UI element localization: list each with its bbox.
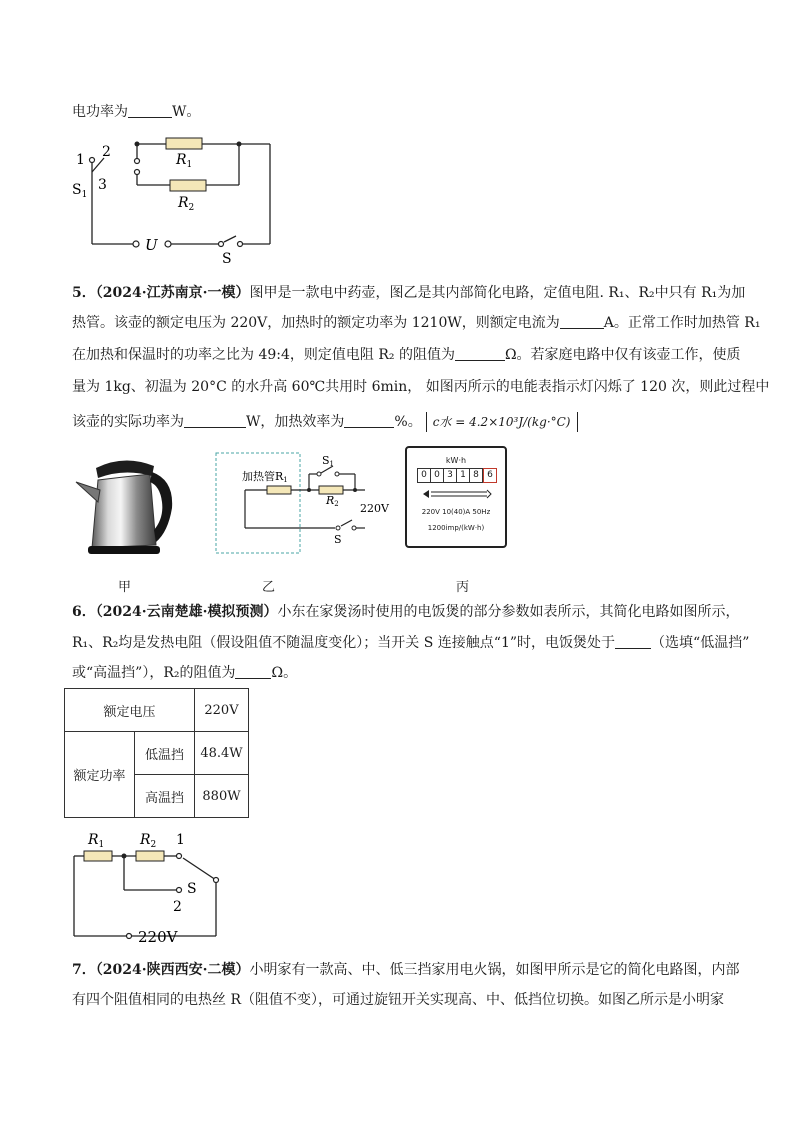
meter-spec-2: 1200imp/(kW·h) — [427, 524, 485, 532]
caption-yi: 乙 — [262, 580, 276, 595]
q7-line2 — [72, 990, 724, 1010]
answer-blank[interactable] — [560, 314, 604, 329]
answer-blank[interactable] — [184, 413, 246, 428]
switch-s1-label: $S_1$ — [72, 182, 88, 200]
q5-line5 — [72, 412, 578, 432]
q5-text: 该壶的实际功率为 — [72, 414, 184, 430]
meter-unit: kW·h — [445, 456, 467, 465]
meter-digit: 0 — [417, 468, 431, 483]
meter-digits — [417, 468, 497, 483]
caption-bing: 丙 — [456, 580, 470, 595]
high-mode-label: 高温挡 — [135, 775, 195, 818]
question-number: 5． — [72, 285, 96, 301]
question-source: （2024·陕西西安·二模） — [95, 962, 250, 978]
r2-label: R2 — [326, 494, 339, 508]
answer-blank[interactable] — [235, 664, 271, 679]
resistor-r2 — [136, 851, 164, 861]
voltage-u-label: U — [145, 236, 158, 254]
q6-text: 或“高温挡”），R₂的阻值为 — [72, 665, 236, 681]
resistor-r2 — [170, 180, 206, 191]
q6-text: R₁、R₂均是发热电阻（假设阻值不随温度变化）；当开关 S 连接触点“1”时，电饭煲处于 — [72, 635, 616, 651]
q5-text: 量为 1kg、初温为 20°C 的水升高 60℃共用时 6min， 如图丙所示的电能表指示灯闪烁了 120 次，则此过程中 — [72, 379, 770, 395]
contact-2-label: 2 — [173, 899, 182, 915]
q5-text: A。正常工作时加热管 R₁ — [603, 315, 761, 331]
q7-text: 有四个阻值相同的电热丝 R（阻值不变），可通过旋钮开关实现高、中、低挡位切换。如图乙所示是小明家 — [72, 992, 724, 1008]
r2-label: $R_2$ — [140, 832, 157, 850]
switch-s-label: S — [222, 251, 232, 267]
table-row — [65, 689, 249, 732]
rated-voltage-value: 220V — [195, 689, 249, 732]
q4-circuit-diagram — [70, 132, 285, 267]
q5-line3 — [72, 345, 741, 365]
q7-line1 — [72, 960, 739, 980]
caption-jia: 甲 — [118, 580, 132, 595]
resistor-r1 — [84, 851, 112, 861]
heater-r1 — [267, 486, 291, 494]
q6-line3 — [72, 663, 297, 683]
low-mode-label: 低温挡 — [135, 732, 195, 775]
r1-label: $R_1$ — [176, 152, 193, 170]
answer-blank[interactable] — [615, 634, 651, 649]
q5-line4 — [72, 377, 769, 397]
q6-text: 小东在家煲汤时使用的电饭煲的部分参数如表所示，其简化电路如图所示， — [277, 604, 740, 620]
kettle-image — [68, 450, 180, 560]
answer-blank[interactable] — [128, 103, 172, 118]
q6-text: （选填“低温挡” — [651, 635, 750, 651]
contact-2-label: 2 — [102, 144, 111, 160]
q5-text: Ω。若家庭电路中仅有该壶工作，使质 — [504, 347, 741, 363]
q7-text: 小明家有一款高、中、低三挡家用电火锅，如图甲所示是它的简化电路图，内部 — [249, 962, 740, 978]
q6-text: Ω。 — [271, 665, 298, 681]
heater-label: 加热管R1 — [242, 470, 288, 484]
high-mode-value: 880W — [195, 775, 249, 818]
voltage-label: 220V — [360, 502, 389, 515]
rated-voltage-label: 额定电压 — [65, 689, 195, 732]
specific-heat-formula: c水 = 4.2×10³J/(kg·°C) — [426, 412, 578, 432]
q5-text: 在加热和保温时的功率之比为 49:4，则定值电阻 R₂ 的阻值为 — [72, 347, 455, 363]
q5-line1 — [72, 283, 745, 303]
q5-text: %。 — [394, 414, 422, 430]
contact-1-label: 1 — [76, 152, 85, 168]
resistor-r2 — [319, 486, 343, 494]
q5-text: 图甲是一款电中药壶，图乙是其内部简化电路，定值电阻. R₁、R₂中只有 R₁为加 — [249, 285, 746, 301]
resistor-r1 — [166, 138, 202, 149]
table-row — [65, 732, 249, 775]
question-source: （2024·云南楚雄·模拟预测） — [95, 604, 278, 620]
q5-text: 热管。该壶的额定电压为 220V，加热时的额定功率为 1210W，则额定电流为 — [72, 315, 560, 331]
meter-digit: 3 — [444, 468, 457, 483]
q5-text: W，加热效率为 — [246, 414, 345, 430]
meter-digit: 6 — [483, 468, 497, 483]
contact-3-label: 3 — [98, 177, 107, 193]
s1-label: S1 — [322, 454, 335, 468]
q6-line2 — [72, 633, 749, 653]
energy-meter — [405, 446, 507, 548]
q4-tail-text: 电功率为 — [72, 104, 128, 120]
r1-label: $R_1$ — [88, 832, 105, 850]
r2-label: $R_2$ — [178, 195, 195, 213]
q6-circuit-diagram — [66, 828, 236, 946]
q4-tail-line — [72, 102, 200, 122]
rated-power-label: 额定功率 — [65, 732, 135, 818]
answer-blank[interactable] — [344, 413, 394, 428]
q6-line1 — [72, 602, 739, 622]
q4-tail-unit: W。 — [172, 104, 201, 120]
contact-1-label: 1 — [176, 832, 185, 848]
voltage-label: 220V — [138, 928, 178, 946]
switch-s-label: S — [187, 881, 197, 897]
meter-arrow-icon — [421, 488, 493, 500]
meter-spec-1: 220V 10(40)A 50Hz — [421, 508, 491, 516]
question-source: （2024·江苏南京·一模） — [95, 285, 250, 301]
meter-digit: 8 — [470, 468, 483, 483]
question-number: 6． — [72, 604, 96, 620]
question-number: 7． — [72, 962, 96, 978]
low-mode-value: 48.4W — [195, 732, 249, 775]
answer-blank[interactable] — [455, 346, 505, 361]
q5-circuit-yi — [215, 452, 395, 554]
meter-digit: 0 — [431, 468, 444, 483]
switch-s-label: S — [334, 533, 342, 546]
meter-digit: 1 — [457, 468, 470, 483]
rice-cooker-params-table — [64, 688, 249, 818]
q5-line2 — [72, 313, 760, 333]
